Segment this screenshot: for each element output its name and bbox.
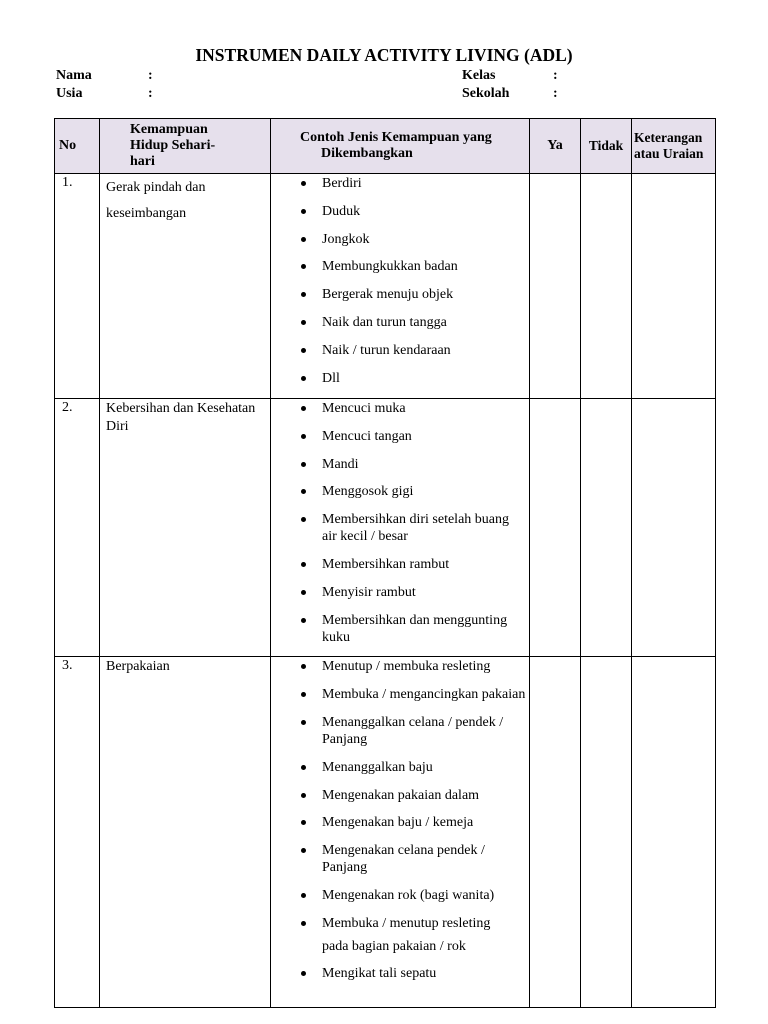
ability-cell (100, 657, 271, 1008)
header-no: No (55, 119, 100, 174)
field-label: Nama (56, 68, 92, 83)
header-keterangan (632, 119, 716, 174)
list-item: Menanggalkan celana / pendek / Panjang (271, 714, 529, 748)
header-tidak: Tidak (581, 119, 632, 174)
list-item: Mengenakan baju / kemeja (271, 814, 529, 831)
list-item: Membersihkan diri setelah buang air kecil / besar (271, 511, 529, 545)
field-nama (56, 67, 153, 85)
row-number: 2. (55, 399, 100, 657)
list-item: Mencuci muka (271, 400, 529, 417)
ability-line: Kebersihan dan Kesehatan (106, 401, 256, 416)
list-item: Membuka / mengancingkan pakaian (271, 686, 529, 703)
header-contoh (271, 119, 530, 174)
tidak-cell[interactable] (581, 174, 632, 399)
list-item: Mengenakan pakaian dalam (271, 787, 529, 804)
ability-cell (100, 174, 271, 399)
row-number: 1. (55, 174, 100, 399)
list-item: Mandi (271, 456, 529, 473)
tidak-cell[interactable] (581, 657, 632, 1008)
list-item: Naik dan turun tangga (271, 314, 529, 331)
header-ya: Ya (530, 119, 581, 174)
keterangan-cell[interactable] (632, 399, 716, 657)
list-item: Membersihkan rambut (271, 556, 529, 573)
header-line: Kemampuan (130, 122, 208, 137)
header-line: Dikembangkan (321, 146, 413, 161)
list-item: Membersihkan dan menggunting kuku (271, 612, 529, 646)
list-item: Bergerak menuju objek (271, 286, 529, 303)
field-colon: : (553, 68, 558, 83)
list-item: Jongkok (271, 231, 529, 248)
row-number: 3. (55, 657, 100, 1008)
field-colon: : (148, 68, 153, 83)
header-line: Keterangan (634, 130, 703, 145)
list-item: Mengikat tali sepatu (271, 965, 529, 982)
field-label: Usia (56, 86, 83, 101)
list-item: Menanggalkan baju (271, 759, 529, 776)
tidak-cell[interactable] (581, 399, 632, 657)
header-kemampuan (100, 119, 271, 174)
ya-cell[interactable] (530, 657, 581, 1008)
header-line: Hidup Sehari- (130, 138, 216, 153)
ability-line: Berpakaian (106, 659, 170, 675)
table-row (55, 174, 716, 399)
field-label: Kelas (462, 68, 496, 83)
adl-table (54, 118, 716, 1008)
list-item: Membuka / menutup resleting (271, 915, 529, 932)
list-item: Menutup / membuka resleting (271, 658, 529, 675)
examples-cell (271, 657, 530, 1008)
field-colon: : (148, 86, 153, 101)
ability-line: keseimbangan (106, 206, 187, 221)
document-title: INSTRUMEN DAILY ACTIVITY LIVING (ADL) (195, 45, 573, 65)
identity-fields-right (462, 67, 558, 103)
table-row (55, 657, 716, 1008)
list-item-continuation: pada bagian pakaian / rok (322, 938, 466, 954)
examples-list (271, 174, 529, 387)
examples-list (271, 657, 529, 982)
field-label: Sekolah (462, 86, 510, 101)
keterangan-cell[interactable] (632, 174, 716, 399)
list-item: Membungkukkan badan (271, 258, 529, 275)
ability-cell (100, 399, 271, 657)
list-item: Mencuci tangan (271, 428, 529, 445)
list-item: Dll (271, 370, 529, 387)
field-kelas (462, 67, 558, 85)
field-colon: : (553, 86, 558, 101)
header-line: hari (130, 154, 155, 169)
ability-line: Diri (106, 419, 129, 434)
field-usia (56, 85, 153, 103)
header-line: Contoh Jenis Kemampuan yang (300, 130, 492, 145)
list-item: Naik / turun kendaraan (271, 342, 529, 359)
examples-list (271, 399, 529, 646)
list-item: Berdiri (271, 175, 529, 192)
list-item: Mengenakan celana pendek / Panjang (271, 842, 529, 876)
field-sekolah (462, 85, 558, 103)
keterangan-cell[interactable] (632, 657, 716, 1008)
ya-cell[interactable] (530, 399, 581, 657)
table-row (55, 399, 716, 657)
header-line: atau Uraian (634, 146, 704, 161)
table-header-row (55, 119, 716, 174)
list-item: Menggosok gigi (271, 483, 529, 500)
examples-cell (271, 174, 530, 399)
examples-cell (271, 399, 530, 657)
list-item: Mengenakan rok (bagi wanita) (271, 887, 529, 904)
ability-line: Gerak pindah dan (106, 180, 206, 195)
list-item: Menyisir rambut (271, 584, 529, 601)
ya-cell[interactable] (530, 174, 581, 399)
identity-fields-left (56, 67, 153, 103)
list-item: Duduk (271, 203, 529, 220)
